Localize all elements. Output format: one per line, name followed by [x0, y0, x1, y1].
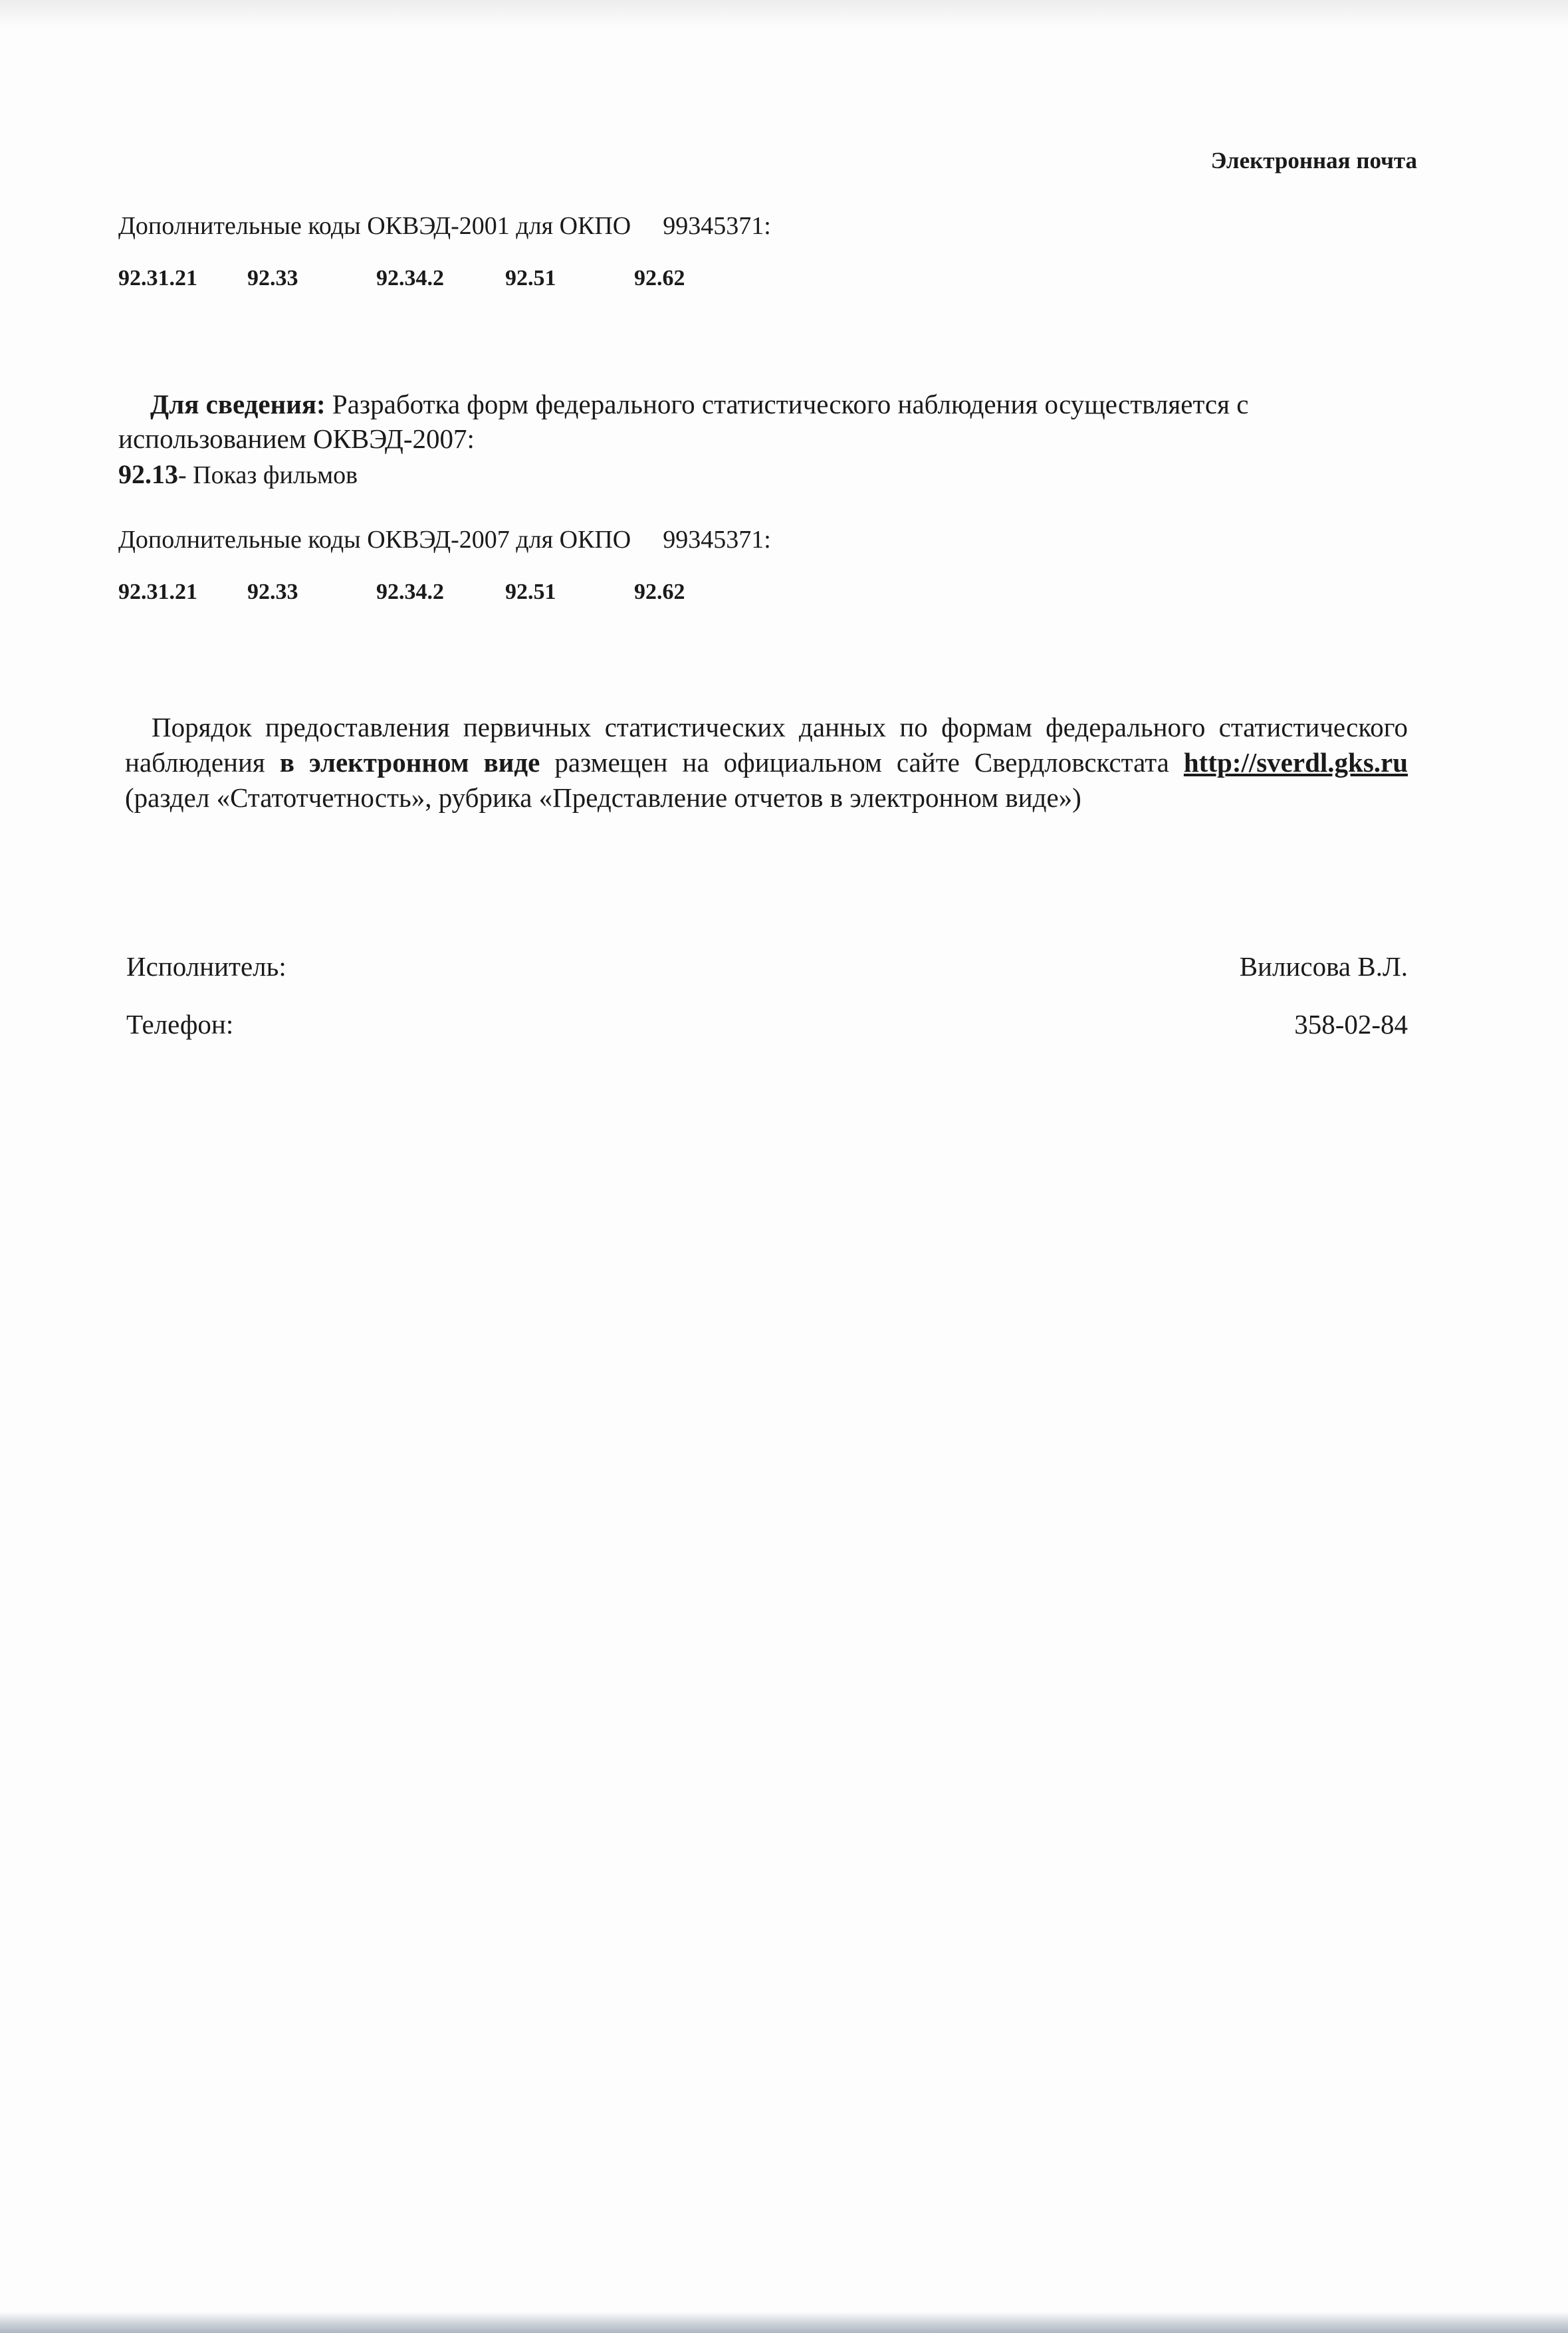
okved-2001-line — [118, 211, 771, 241]
okved-2007-code: 92.62 — [634, 580, 685, 604]
okved-2001-code: 92.34.2 — [376, 266, 444, 290]
info-paragraph — [118, 387, 1404, 456]
okved-2001-code: 92.51 — [505, 266, 556, 290]
main-code-line — [118, 459, 358, 490]
main-code: 92.13 — [118, 459, 178, 489]
okved-2007-code: 92.33 — [247, 580, 298, 604]
gks-site-link[interactable]: http://sverdl.gks.ru — [1183, 747, 1408, 778]
okved-2007-codes — [118, 580, 717, 609]
scan-bottom-edge — [0, 2312, 1568, 2333]
order-text-3: (раздел «Статотчетность», рубрика «Представление отчетов в электронном виде») — [125, 782, 1081, 813]
okved-2007-code: 92.34.2 — [376, 580, 444, 604]
email-label: Электронная почта — [1210, 148, 1417, 173]
okved-2007-line — [118, 525, 771, 554]
okved-2007-okpo: 99345371: — [663, 526, 771, 554]
order-text-1: Порядок предоставления первичных статистических данных по формам федерального статистического наблюдения — [125, 712, 1408, 778]
info-lead: Для сведения: — [150, 389, 326, 419]
phone-value: 358-02-84 — [1294, 1009, 1408, 1040]
okved-2001-code: 92.62 — [634, 266, 685, 290]
order-bold: в электронном виде — [279, 747, 540, 778]
okved-2001-codes — [118, 266, 717, 295]
phone-label: Телефон: — [126, 1009, 234, 1040]
okved-2001-code: 92.31.21 — [118, 266, 197, 290]
main-code-desc: - Показ фильмов — [178, 461, 358, 489]
order-text-2: размещен на официальном сайте Свердловскстата — [554, 747, 1169, 778]
okved-2007-label: Дополнительные коды ОКВЭД-2007 для ОКПО — [118, 526, 631, 554]
okved-2001-code: 92.33 — [247, 266, 298, 290]
okved-2001-label: Дополнительные коды ОКВЭД-2001 для ОКПО — [118, 212, 631, 240]
info-text: Разработка форм федерального статистического наблюдения осуществляется с использованием ОКВЭД-2007: — [118, 389, 1249, 454]
order-paragraph — [125, 710, 1408, 816]
scan-top-shadow — [0, 0, 1568, 27]
executor-label: Исполнитель: — [126, 951, 286, 982]
executor-name: Вилисова В.Л. — [1239, 951, 1408, 982]
okved-2001-okpo: 99345371: — [663, 212, 771, 240]
okved-2007-code: 92.51 — [505, 580, 556, 604]
okved-2007-code: 92.31.21 — [118, 580, 197, 604]
